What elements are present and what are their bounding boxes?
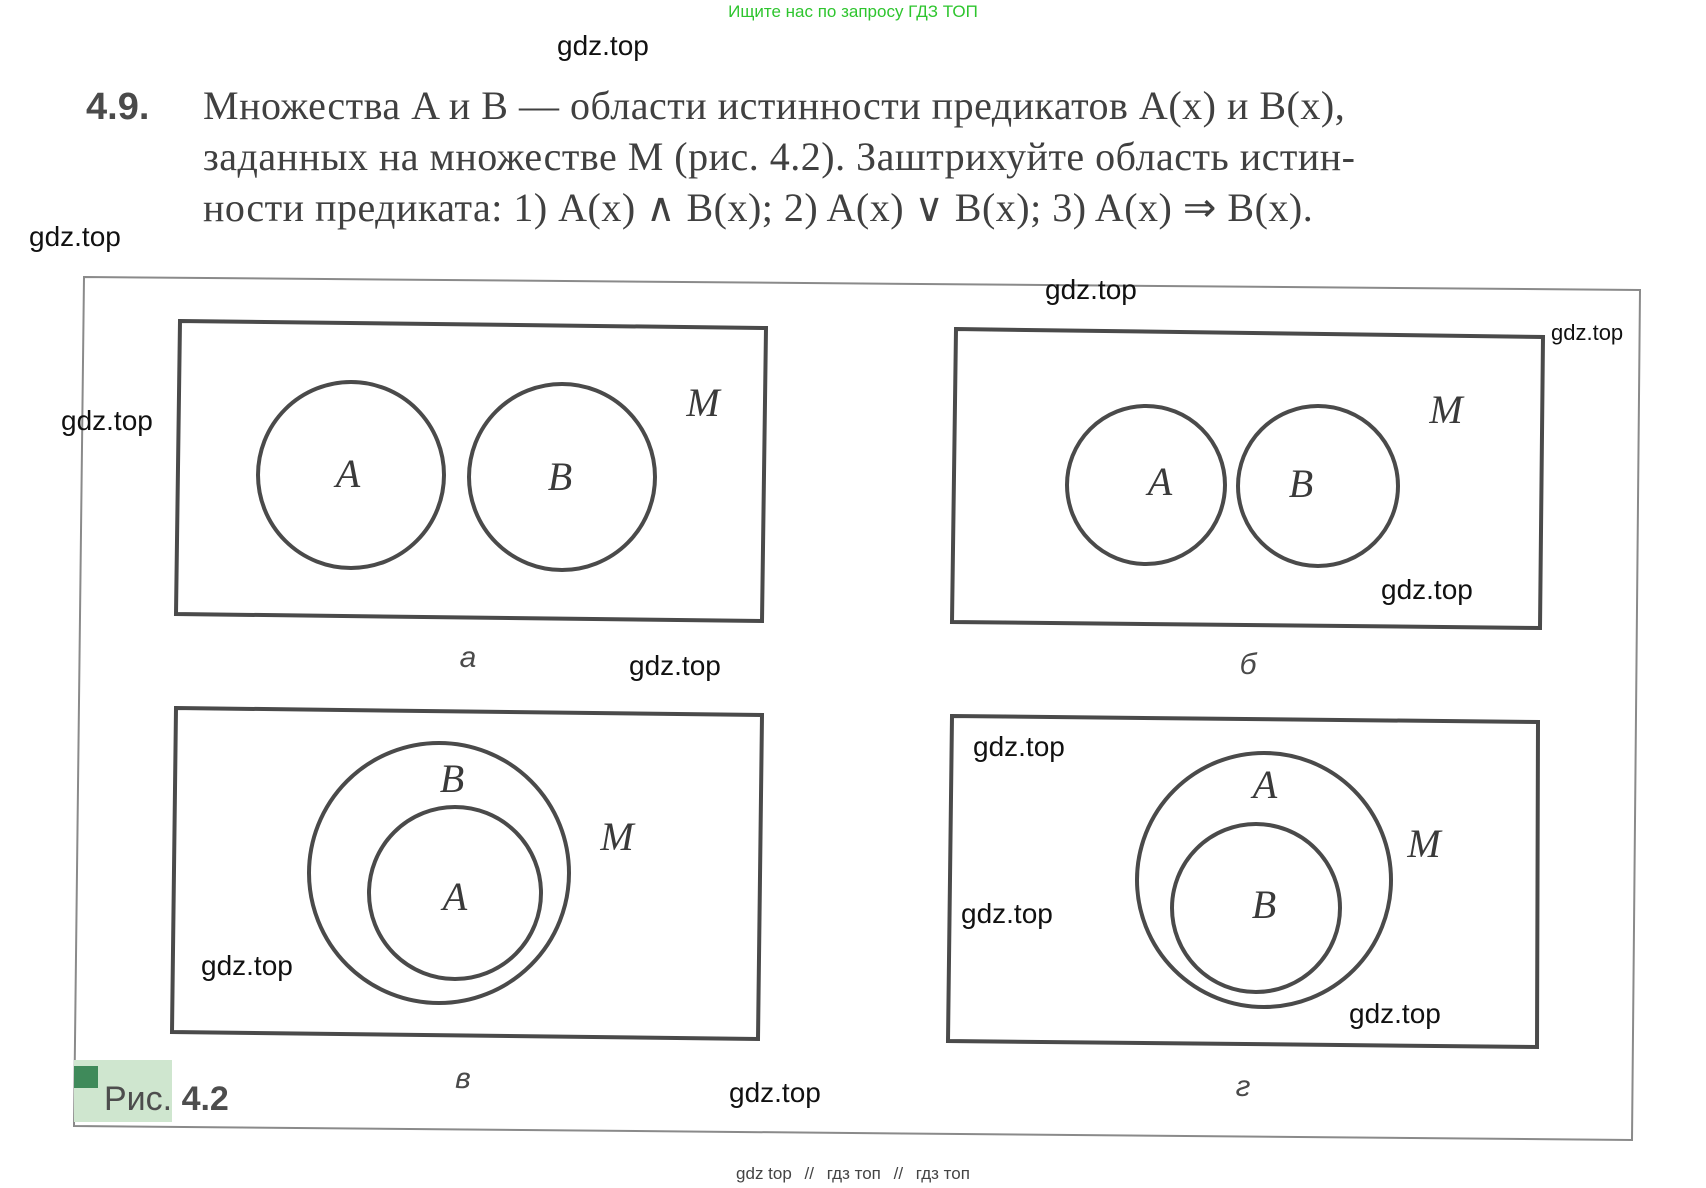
panel-g-caption: г — [1235, 1070, 1251, 1103]
footer-separator: // — [893, 1164, 904, 1183]
footer-links — [0, 1164, 1706, 1184]
watermark: gdz.top — [729, 1077, 821, 1108]
footer-link[interactable]: гдз топ — [915, 1164, 970, 1183]
figure-caption-number: 4.2 — [181, 1080, 229, 1118]
watermark: gdz.top — [61, 405, 153, 436]
panel-b-circle-A-label: A — [1147, 459, 1173, 504]
panel-v-circle-A-label: A — [442, 874, 468, 919]
problem-number: 4.9. — [86, 86, 150, 128]
panel-a-set-M-label: M — [686, 380, 720, 425]
footer-link[interactable]: gdz top — [736, 1164, 792, 1183]
panel-b-circle-B — [1238, 406, 1398, 566]
panel-b — [952, 329, 1543, 681]
panel-v-set-M-label: M — [600, 814, 634, 859]
panel-v-caption: в — [455, 1062, 471, 1095]
panel-a-caption: а — [459, 641, 477, 674]
panel-g-set-M-label: M — [1407, 821, 1441, 866]
panel-a-circle-A-label: A — [335, 451, 361, 496]
panel-b-circle-A — [1067, 406, 1225, 564]
watermark: gdz.top — [1551, 320, 1624, 345]
watermark: gdz.top — [1349, 998, 1441, 1029]
footer-separator: // — [804, 1164, 814, 1183]
watermark: gdz.top — [1045, 274, 1137, 305]
figure-caption — [104, 1080, 229, 1119]
watermark: gdz.top — [973, 731, 1065, 762]
watermark: gdz.top — [557, 30, 649, 61]
panel-v — [172, 708, 762, 1095]
panel-b-caption: б — [1239, 648, 1257, 681]
watermark: gdz.top — [961, 898, 1053, 929]
panel-g-circle-B-label: B — [1251, 882, 1277, 927]
panel-g-universe-rect — [948, 716, 1538, 1047]
panel-b-circle-B-label: B — [1288, 461, 1314, 506]
watermark: gdz.top — [1381, 574, 1473, 605]
panel-g-circle-A-label: A — [1252, 762, 1278, 807]
watermark: gdz.top — [629, 650, 721, 681]
watermark: gdz.top — [201, 950, 293, 981]
problem-line-3: ности предиката: 1) A(x) ∧ B(x); 2) A(x) ∨ B(x); 3) A(x) ⇒ B(x). — [203, 185, 1314, 230]
figure-caption-prefix: Рис. — [104, 1080, 173, 1118]
problem-line-1: Множества A и B — области истинности предикатов A(x) и B(x), — [203, 83, 1346, 128]
panel-a-circle-B-label: B — [547, 454, 573, 499]
footer-link[interactable]: гдз топ — [826, 1164, 881, 1183]
figure-caption-marker — [74, 1066, 98, 1088]
panel-a — [176, 321, 766, 674]
top-banner[interactable]: Ищите нас по запросу ГДЗ ТОП — [728, 2, 978, 21]
panel-b-set-M-label: M — [1429, 387, 1463, 432]
panel-v-circle-B-label: B — [439, 756, 465, 801]
problem-line-2: заданных на множестве M (рис. 4.2). Заштрихуйте область истин- — [203, 134, 1356, 179]
watermark: gdz.top — [29, 221, 121, 252]
